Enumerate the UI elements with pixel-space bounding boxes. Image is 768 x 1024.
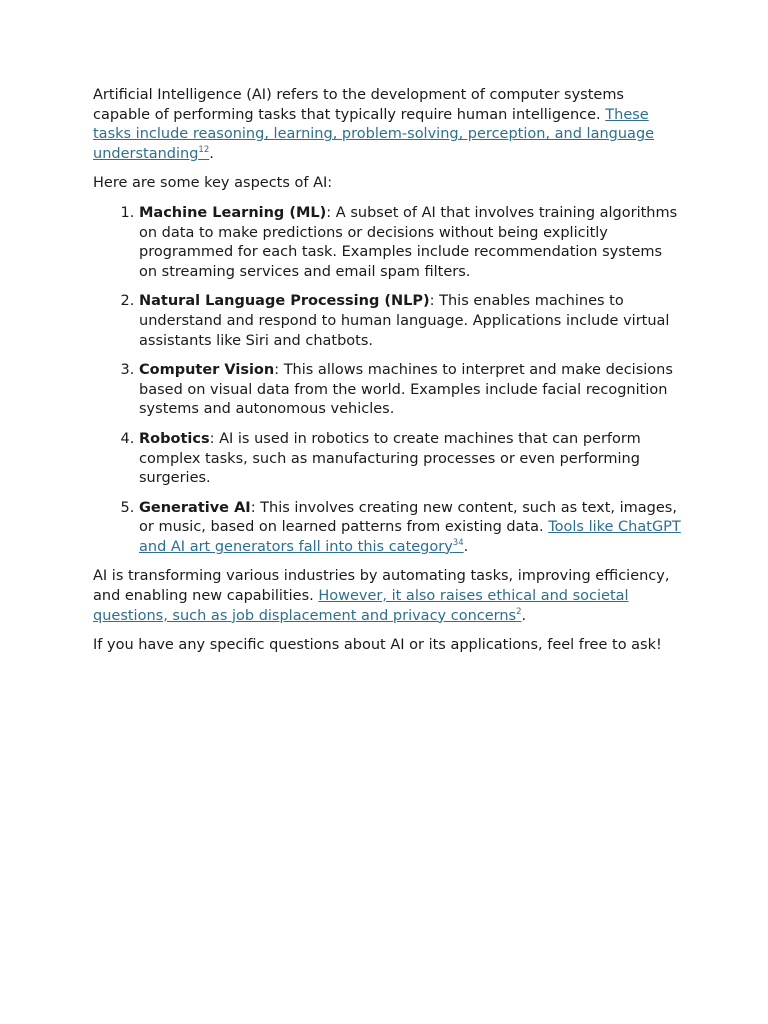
- document-body: [93, 86, 683, 666]
- transform-period: .: [521, 607, 527, 624]
- aspect-title: Robotics: [139, 430, 210, 447]
- aspect-title: Machine Learning (ML): [139, 204, 327, 221]
- list-item: [139, 430, 683, 489]
- closing-paragraph: If you have any specific questions about AI or its applications, feel free to ask!: [93, 637, 662, 654]
- intro-period: .: [209, 145, 214, 162]
- aspect-title: Natural Language Processing (NLP): [139, 293, 430, 310]
- transform-citation-text: However, it also raises ethical and societal questions, such as job displacement and privacy concerns: [93, 588, 629, 624]
- aspect-text: : This involves creating new content, such as text, images, or music, based on learned patterns from existing data.: [139, 499, 677, 536]
- aspect-text: : AI is used in robotics to create machines that can perform complex tasks, such as manufacturing processes or even performing surgeries.: [139, 430, 641, 487]
- generative-citation-number: 34: [452, 537, 464, 548]
- generative-period: .: [463, 538, 469, 555]
- intro-citation-text: These tasks include reasoning, learning, problem-solving, perception, and language understanding: [93, 106, 655, 162]
- aspect-title: Generative AI: [139, 499, 251, 516]
- aspect-title: Computer Vision: [139, 362, 275, 379]
- list-item: [139, 292, 683, 351]
- intro-paragraph: [93, 86, 683, 164]
- aspects-list: [93, 204, 683, 558]
- list-item: [139, 361, 683, 420]
- intro-citation-number: 12: [198, 144, 210, 155]
- aspect-text: : This enables machines to understand and respond to human language. Applications include virtual assistants like Siri and chatbots.: [139, 293, 670, 349]
- transform-paragraph: [93, 567, 683, 626]
- generative-citation-text: Tools like ChatGPT and AI art generators fall into this category: [139, 519, 681, 555]
- aspect-text: : This allows machines to interpret and make decisions based on visual data from the world. Examples include facial recognition systems and autonomous vehicles.: [139, 362, 673, 418]
- list-item: [139, 204, 683, 282]
- transform-citation-number: 2: [516, 606, 522, 617]
- list-item: [139, 499, 683, 558]
- aspect-text: : A subset of AI that involves training algorithms on data to make predictions or decisions without being explicitly programmed for each task. Examples include recommendation systems on streaming services and email spam filters.: [139, 204, 678, 280]
- aspects-lead: Here are some key aspects of AI:: [93, 175, 333, 192]
- transform-text: AI is transforming various industries by automating tasks, improving efficiency, and enabling new capabilities.: [93, 568, 670, 605]
- intro-text: Artificial Intelligence (AI) refers to the development of computer systems capable of performing tasks that typically require human intelligence.: [93, 87, 624, 123]
